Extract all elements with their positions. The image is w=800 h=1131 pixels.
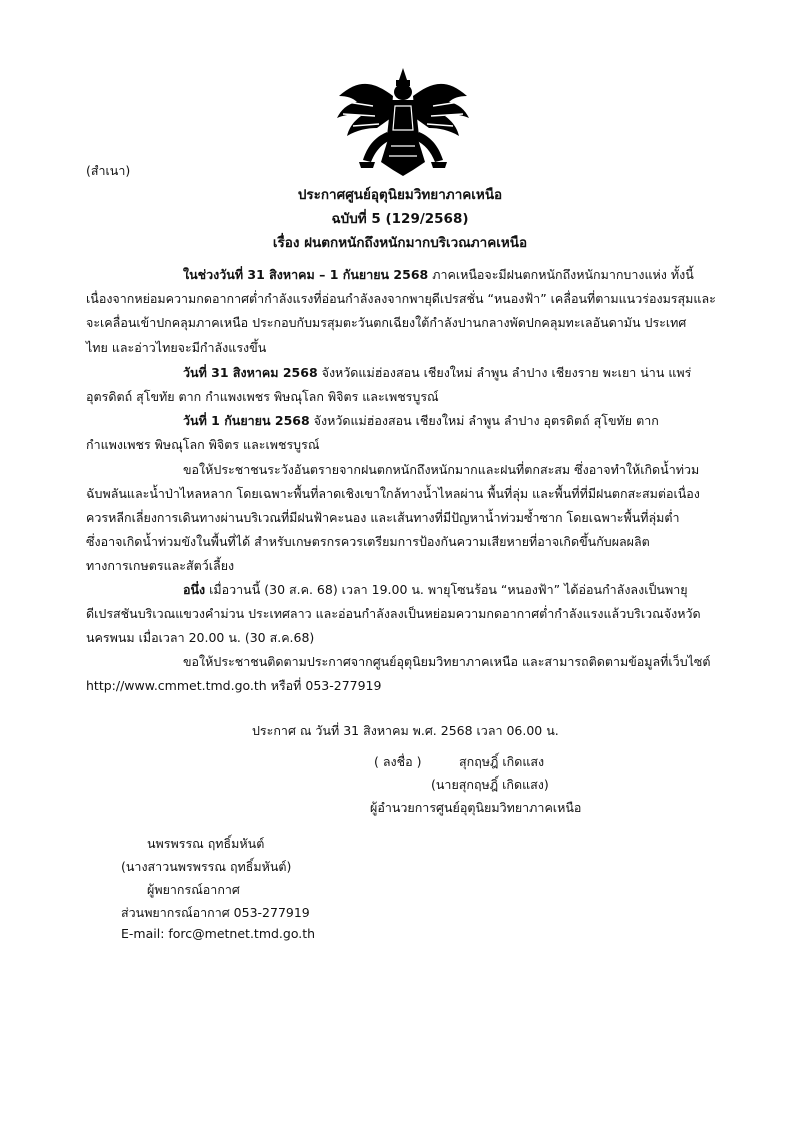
paragraph-line: กำแพงเพชร พิษณุโลก พิจิตร และเพชรบูรณ์ (86, 437, 320, 452)
day-lead: วันที่ 31 สิงหาคม 2568 (183, 365, 318, 380)
paragraph-line: เนื่องจากหย่อมความกดอากาศต่ำกำลังแรงที่อ่อนกำลังลงจากพายุดีเปรสชั่น “หนองฟ้า” เคลื่อนที่ตามแนวร่องมรสุมและ (86, 291, 716, 306)
issue-number: ฉบับที่ 5 (129/2568) (331, 211, 469, 227)
paragraph-line: ควรหลีกเลี่ยงการเดินทางผ่านบริเวณที่มีฝนฟ้าคะนอง และเส้นทางที่มีปัญหาน้ำท่วมซ้ำซาก โดยเฉพาะพื้นที่ลุ่มต่ำ (86, 510, 680, 525)
period-lead: ในช่วงวันที่ 31 สิงหาคม – 1 กันยายน 2568 (183, 267, 429, 282)
forecast-email: E-mail: forc@metnet.tmd.go.th (121, 926, 316, 941)
forecast-section: ส่วนพยากรณ์อากาศ 053-277919 (121, 905, 310, 920)
paragraph-line: ไทย และอ่าวไทยจะมีกำลังแรงขึ้น (86, 340, 267, 355)
paragraph-line: ทางการเกษตรและสัตว์เลี้ยง (86, 558, 235, 573)
note-lead: อนึ่ง (183, 582, 206, 597)
garuda-emblem-icon (333, 66, 473, 178)
paragraph-line: ขอให้ประชาชนติดตามประกาศจากศูนย์อุตุนิยมวิทยาภาคเหนือ และสามารถติดตามข้อมูลที่เว็บไซต์ (183, 654, 711, 669)
paragraph-line: ซึ่งอาจเกิดน้ำท่วมขังในพื้นที่ได้ สำหรับเกษตรกรควรเตรียมการป้องกันความเสียหายที่อาจเกิดขึ้นกับผลผลิต (86, 534, 650, 549)
forecaster-name: นพรพรรณ ฤทธิ์มหันต์ (147, 836, 265, 851)
paragraph-line (183, 580, 688, 600)
paragraph-line (183, 265, 694, 285)
paragraph-line: จะเคลื่อนเข้าปกคลุมภาคเหนือ ประกอบกับมรสุมตะวันตกเฉียงใต้กำลังปานกลางพัดปกคลุมทะเลอันดามัน ประเทศ (86, 315, 687, 330)
paragraph-line: ขอให้ประชาชนระวังอันตรายจากฝนตกหนักถึงหนักมากและฝนที่ตกสะสม ซึ่งอาจทำให้เกิดน้ำท่วม (183, 462, 700, 477)
paragraph-line: อุตรดิตถ์ สุโขทัย ตาก กำแพงเพชร พิษณุโลก พิจิตร และเพชรบูรณ์ (86, 389, 439, 404)
paragraph-text: ภาคเหนือจะมีฝนตกหนักถึงหนักมากบางแห่ง ทั้งนี้ (428, 267, 694, 282)
forecaster-full-name: (นางสาวนพรพรรณ ฤทธิ์มหันต์) (121, 859, 292, 874)
paragraph-line: นครพนม เมื่อเวลา 20.00 น. (30 ส.ค.68) (86, 630, 315, 645)
announcement-subject: เรื่อง ฝนตกหนักถึงหนักมากบริเวณภาคเหนือ (272, 235, 528, 251)
copy-label: (สำเนา) (86, 163, 131, 178)
paragraph-line: ดีเปรสชันบริเวณแขวงคำม่วน ประเทศลาว และอ่อนกำลังลงเป็นหย่อมความกดอากาศต่ำกำลังแรงแล้วบริเวณจังหวัด (86, 606, 701, 621)
signed-label: ( ลงชื่อ ) (374, 754, 422, 769)
forecaster-role: ผู้พยากรณ์อากาศ (147, 882, 240, 897)
signer-full-name: (นายสุกฤษฎิ์ เกิดแสง) (431, 777, 549, 792)
paragraph-line (183, 411, 659, 431)
signer-name: สุกฤษฎิ์ เกิดแสง (459, 754, 545, 769)
paragraph-line: ฉับพลันและน้ำป่าไหลหลาก โดยเฉพาะพื้นที่ลาดเชิงเขาใกล้ทางน้ำไหลผ่าน พื้นที่ลุ่ม และพื้นที่ที่มีฝนตกสะสมต่อเนื่อง (86, 486, 700, 501)
paragraph-text: เมื่อวานนี้ (30 ส.ค. 68) เวลา 19.00 น. พายุโซนร้อน “หนองฟ้า” ได้อ่อนกำลังลงเป็นพายุ (205, 582, 688, 597)
paragraph-text: จังหวัดแม่ฮ่องสอน เชียงใหม่ ลำพูน ลำปาง อุตรดิตถ์ สุโขทัย ตาก (309, 413, 659, 428)
announce-date: ประกาศ ณ วันที่ 31 สิงหาคม พ.ศ. 2568 เวลา 06.00 น. (252, 723, 559, 738)
signer-position: ผู้อำนวยการศูนย์อุตุนิยมวิทยาภาคเหนือ (370, 800, 582, 815)
paragraph-line: http://www.cmmet.tmd.go.th หรือที่ 053-277919 (86, 678, 382, 693)
day-lead: วันที่ 1 กันยายน 2568 (183, 413, 310, 428)
paragraph-text: จังหวัดแม่ฮ่องสอน เชียงใหม่ ลำพูน ลำปาง เชียงราย พะเยา น่าน แพร่ (317, 365, 692, 380)
announcement-title: ประกาศศูนย์อุตุนิยมวิทยาภาคเหนือ (297, 187, 503, 203)
paragraph-line (183, 363, 691, 383)
